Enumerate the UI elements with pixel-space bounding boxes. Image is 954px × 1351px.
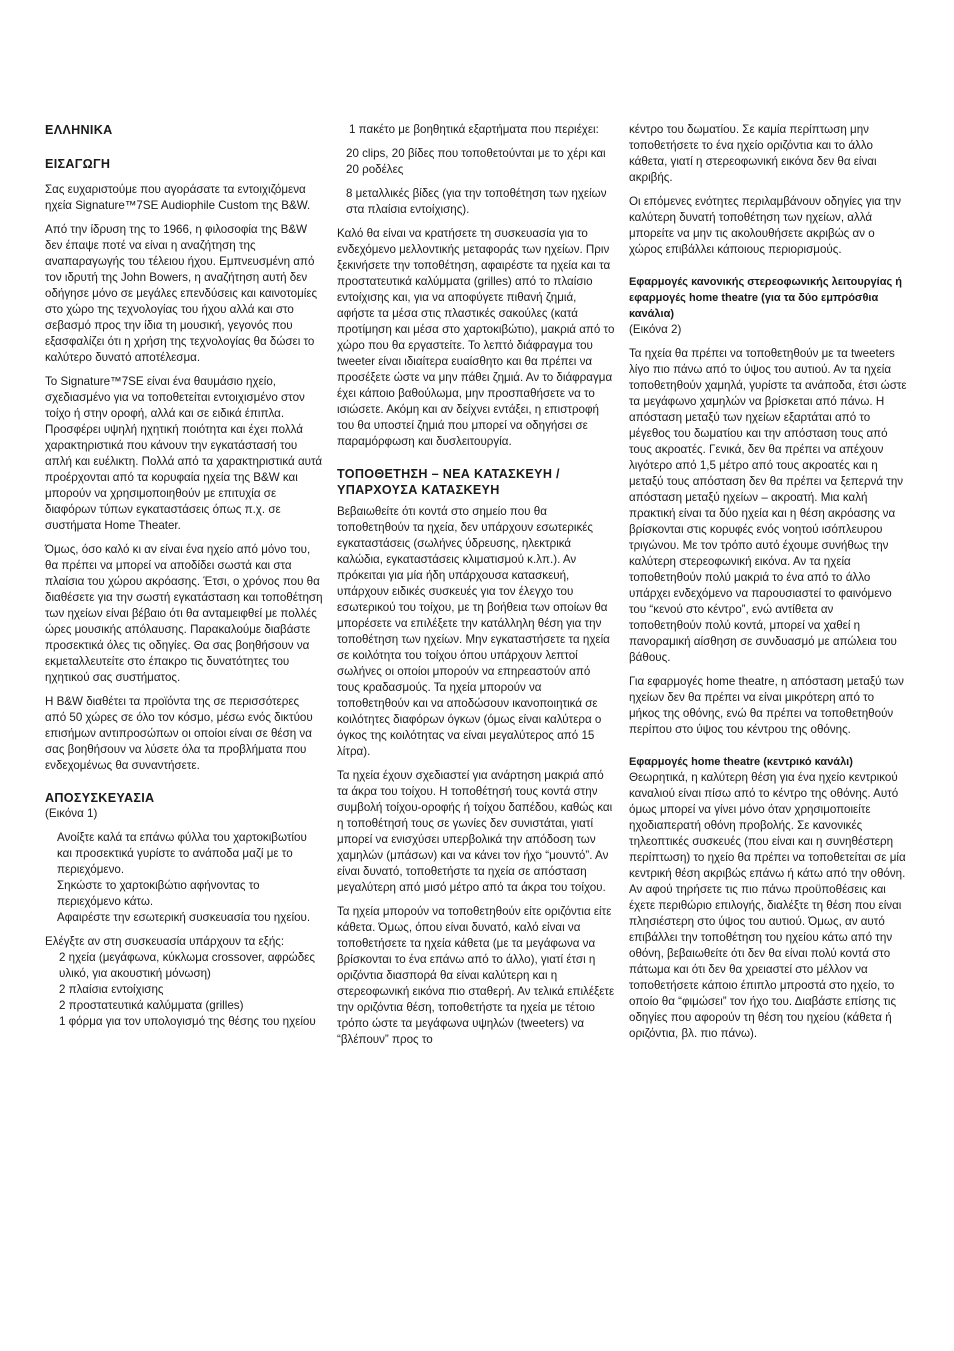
list-item: 1 φόρμα για τον υπολογισμό της θέσης του ηχείου <box>59 1015 316 1028</box>
column-1 <box>45 122 323 1030</box>
column-2 <box>337 122 615 1056</box>
list-subitem: 20 clips, 20 βίδες που τοποθετούνται με το χέρι και 20 ροδέλες <box>346 147 606 176</box>
unpacking-steps <box>45 830 323 926</box>
step-item: Αφαιρέστε την εσωτερική συσκευασία του ηχείου. <box>57 911 311 924</box>
list-item: 2 ηχεία (μεγάφωνα, κύκλωμα crossover, αφρώδες υλικό, για ακουστική μόνωση) <box>59 951 315 980</box>
list-item: 1 πακέτο με βοηθητικά εξαρτήματα που περιέχει: <box>349 123 599 136</box>
step-item: Σηκώστε το χαρτοκιβώτιο αφήνοντας το περιεχόμενο κάτω. <box>57 879 260 908</box>
intro-heading: ΕΙΣΑΓΩΓΗ <box>45 157 111 171</box>
intro-paragraph: Σας ευχαριστούμε που αγοράσατε τα εντοιχιζόμενα ηχεία Signature™7SE Audiophile Custom της B&W. <box>45 183 311 212</box>
unpacking-heading: ΑΠΟΣΥΣΚΕΥΑΣΙΑ <box>45 791 155 805</box>
intro-paragraph: Το Signature™7SE είναι ένα θαυμάσιο ηχείο, σχεδιασμένο για να τοποθετείται εντοιχισμένο στον τοίχο ή στην οροφή, αλλά και σε ειδικά έπιπλα. Προσφέρει υψηλή ηχητική ποιότητα και έχει πολλά χαρακτηριστικά που κάνουν την εγκατάστασή του απλή και ευέλικτη. Πολλά από τα χαρακτηριστικά αυτά προέρχονται από τα κορυφαία ηχεία της B&W και μπορούν να χρησιμοποιηθούν με επιτυχία σε διαφόρων τύπων εγκαταστάσεις όπως π.χ. σε συστήματα Home Theater. <box>45 375 323 532</box>
contents-intro: Ελέγξτε αν στη συσκευασία υπάρχουν τα εξής: <box>45 935 285 948</box>
list-subitem: 8 μεταλλικές βίδες (για την τοποθέτηση των ηχείων στα πλαίσια εντοίχισης). <box>346 187 607 216</box>
figure-reference: (Εικόνα 1) <box>45 807 98 820</box>
sections-paragraph: Οι επόμενες ενότητες περιλαμβάνουν οδηγίες για την καλύτερη δυνατή τοποθέτηση των ηχείων, αλλά μπορείτε να μην τις ακολουθήσετε ακριβώς αν ο χώρος επιβάλλει κάποιους περιορισμούς. <box>629 195 902 256</box>
placement-paragraph: Βεβαιωθείτε ότι κοντά στο σημείο που θα τοποθετηθούν τα ηχεία, δεν υπάρχουν εσωτερικές εγκαταστάσεις (σωλήνες ύδρευσης, ηλεκτρικά καλώδια, εγκαταστάσεις κλιματισμού κ.λπ.). Αν πρόκειται για μία ήδη υπάρχουσα κατασκευή, υπάρχουν ειδικές συσκευές για τον έλεγχο του εσωτερικού του τοίχου, με τη βοήθεια των οποίων θα μπορέσετε να επιλέξετε την κατάλληλη θέση για την τοποθέτηση των ηχείων. Μην εγκαταστήσετε τα ηχεία σε κοιλότητα του τοίχου όπου υπάρχουν λεπτοί σωλήνες οι οποίοι μπορούν να επηρεαστούν από τους κραδασμούς. Τα ηχεία μπορούν να τοποθετηθούν και να αποδώσουν ικανοποιητικά σε κοιλότητες διαφόρων όγκων (όμως είναι καλύτερα ο όγκος της κοιλότητας να είναι μεγαλύτερος από 15 λίτρα). <box>337 505 610 758</box>
center-channel-paragraph: Θεωρητικά, η καλύτερη θέση για ένα ηχείο κεντρικού καναλιού είναι πίσω από το κέντρο της οθόνης. Αυτό όμως μπορεί να γίνει μόνο όταν χρησιμοποιείτε ηχοδιαπερατή οθόνη προβολής. Σε κανονικές τηλεοπτικές συσκευές (που είναι και η συνηθέστερη περίπτωση) το ηχείο θα πρέπει να τοποθετείται σε μία κεντρική θέση ακριβώς επάνω ή κάτω από την οθόνη. Αν αφού τηρήσετε τις πιο πάνω προϋποθέσεις και έχετε περιθώριο επιλογής, διαλέξτε τη θέση που είναι πλησιέστερη στο ύψος του αυτιού. Όμως, αν αυτό επιβάλλει την τοποθέτηση του ηχείου κάτω από την οθόνη, βεβαιωθείτε ότι δεν θα είναι πολύ κοντά στο πάτωμα και ότι δεν θα χρειαστεί στο μέλλον να τοποθετήσετε κάποιο έπιπλο μπροστά στο ηχείο, το οποίο θα “φιμώσει” τον ήχο του. Διαβάστε επίσης τις οδηγίες που αφορούν τη θέση του ηχείου (κάθετα ή οριζόντια, βλ. πιο πάνω). <box>629 771 906 1040</box>
packaging-paragraph: Καλό θα είναι να κρατήσετε τη συσκευασία για το ενδεχόμενο μελλοντικής μεταφοράς των ηχείων. Πριν ξεκινήσετε την τοποθέτηση, αφαιρέστε τα ηχεία και τα προστατευτικά καλύμματα (grilles) από το πλαίσιο εντοίχισης και, για να αποφύγετε πιθανή ζημιά, αφήστε τα μέσα στις πλαστικές σακούλες (κατά προτίμηση και μέσα στο χαρτοκιβώτιο), μακριά από το χώρο που θα εργαστείτε. Το λεπτό διάφραγμα του tweeter είναι ιδιαίτερα ευαίσθητο και θα πρέπει να προσέξετε ώστε να μην πάθει ζημιά. Αν το διάφραγμα έχει κάποιο βαθούλωμα, μην προσπαθήσετε να το ισιώσετε. Ακόμη και αν δείχνει εντάξει, η επιστροφή του θα υποστεί ζημιά που μπορεί να οδηγήσει σε παραμόρφωση και δυσλειτουργία. <box>337 227 615 448</box>
placement-heading: ΤΟΠΟΘΕΤΗΣΗ – ΝΕΑ ΚΑΤΑΣΚΕΥΗ / ΥΠΑΡΧΟΥΣΑ ΚΑΤΑΣΚΕΥΗ <box>337 467 560 497</box>
stereo-paragraph: Τα ηχεία θα πρέπει να τοποθετηθούν με τα tweeters λίγο πιο πάνω από το ύψος του αυτιού. Αν τα ηχεία τοποθετηθούν χαμηλά, γυρίστε τα ανάποδα, έτσι ώστε τα μεγάφωνο χαμηλών να βρίσκεται από πάνω. Η απόσταση μεταξύ των ηχείων εξαρτάται από το μέγεθος του δωματίου και την απόσταση τους από τους ακροατές. Γενικά, δεν θα πρέπει να απέχουν λιγότερο από 1,5 μέτρο από τους ακροατές και η μεταξύ τους απόσταση δεν θα πρέπει να ξεπερνά την απόσταση μεταξύ ηχείων – ακροατή. Μια καλή πρακτική είναι τα δύο ηχεία και η θέση ακρόασης να βρίσκονται στις κορυφές ενός νοητού ισόπλευρου τριγώνου. Με τον τρόπο αυτό έχουμε συνήθως την καλύτερη στερεοφωνική εικόνα. Αν τα ηχεία τοποθετηθούν πολύ μακριά το ένα από το άλλο υπάρχει ενδεχόμενο να παρουσιαστεί το φαινόμενο του “κενού στο κέντρο”, ενώ αντίθετα αν τοποθετηθούν πολύ κοντά, μπορεί να χαθεί η πανοραμική αίσθηση σε συνδυασμό με απώλεια του βάθους. <box>629 347 907 664</box>
list-item: 2 προστατευτικά καλύμματα (grilles) <box>59 999 244 1012</box>
intro-paragraph: Η B&W διαθέτει τα προϊόντα της σε περισσότερες από 50 χώρες σε όλο τον κόσμο, μέσω ενός δικτύου επισήμων αντιπροσώπων οι οποίοι είναι σε θέση να σας βοηθήσουν να λύσετε όλα τα προβλήματα που ενδεχομένως θα συναντήσετε. <box>45 695 313 772</box>
center-channel-heading: Εφαρμογές home theatre (κεντρικό κανάλι) <box>629 756 853 768</box>
stereo-heading: Εφαρμογές κανονικής στερεοφωνικής λειτουργίας ή εφαρμογές home theatre (για τα δύο εμπρόσθια κανάλια) <box>629 276 902 320</box>
language-heading: ΕΛΛΗΝΙΚΑ <box>45 123 113 137</box>
list-item: 2 πλαίσια εντοίχισης <box>59 983 164 996</box>
continued-paragraph: κέντρο του δωματίου. Σε καμία περίπτωση μην τοποθετήσετε το ένα ηχείο οριζόντια και το άλλο κάθετα, γιατί η στερεοφωνική εικόνα δεν θα είναι ακριβής. <box>629 123 877 184</box>
step-item: Ανοίξτε καλά τα επάνω φύλλα του χαρτοκιβωτίου και προσεκτικά γυρίστε το ανάποδα μαζί με το περιεχόμενο. <box>57 831 307 876</box>
figure-reference: (Εικόνα 2) <box>629 323 682 336</box>
intro-paragraph: Από την ίδρυση της το 1966, η φιλοσοφία της B&W δεν έπαψε ποτέ να είναι η αναζήτηση της αναπαραγωγής του τέλειου ήχου. Εμπνευσμένη από τον ιδρυτή της John Bowers, η αναζήτηση αυτή δεν οδήγησε μόνο σε μεγάλες επενδύσεις και καινοτομίες στο χώρο της τεχνολογίας του ήχου αλλά και στο σεβασμό προς την ίδια τη μουσική, γεγονός που εξασφαλίζει ότι η χρήση της τεχνολογίας θα δώσει το καλύτερο δυνατό αποτέλεσμα. <box>45 223 318 364</box>
placement-paragraph: Τα ηχεία μπορούν να τοποθετηθούν είτε οριζόντια είτε κάθετα. Όμως, όπου είναι δυνατό, καλό είναι να τοποθετήσετε τα ηχεία κάθετα (με τα μεγάφωνα να βρίσκονται το ένα επάνω από το άλλο), γιατί έτσι η οριζόντια διασπορά θα είναι καλύτερη και η στερεοφωνική εικόνα πιο σταθερή. Αν τελικά επιλέξετε την οριζόντια θέση, τοποθετήστε τα ηχεία με τέτοιο τρόπο ώστε τα μεγάφωνα υψηλών (tweeters) να “βλέπουν” προς το <box>337 905 615 1046</box>
contents-list <box>45 950 323 1030</box>
stereo-paragraph: Για εφαρμογές home theatre, η απόσταση μεταξύ των ηχείων δεν θα πρέπει να είναι μικρότερη από το μήκος της οθόνης, ενώ θα πρέπει να τοποθετηθούν περίπου στο ύψος του κέντρου της οθόνης. <box>629 675 904 736</box>
column-3 <box>629 122 907 1050</box>
placement-paragraph: Τα ηχεία έχουν σχεδιαστεί για ανάρτηση μακριά από τα άκρα του τοίχου. Η τοποθέτησή τους κοντά στην συμβολή τοίχου-οροφής ή τοίχου δαπέδου, καθώς και η τοποθέτησή τους σε γωνίες δεν συνιστάται, γιατί μπορεί να ενισχύσει υπερβολικά την απόδοση των χαμηλών (μπάσων) και να κάνει τον ήχο “μουντό”. Αν είναι δυνατό, τοποθετήστε τα ηχεία σε απόσταση μεγαλύτερη από μισό μέτρο από τα άκρα του τοίχου. <box>337 769 613 894</box>
intro-paragraph: Όμως, όσο καλό κι αν είναι ένα ηχείο από μόνο του, θα πρέπει να μπορεί να αποδίδει σωστά και στα πλαίσια του χώρου ακρόασης. Έτσι, ο χρόνος που θα διαθέσετε για την σωστή εγκατάσταση και τοποθέτηση των ηχείων είναι βέβαιο ότι θα ανταμειφθεί με πολλές ώρες μουσικής απόλαυσης. Παρακαλούμε διαβάστε προσεκτικά όλες τις οδηγίες. Θα σας βοηθήσουν να εκμεταλλευτείτε στο έπακρο τις δυνατότητες του ηχητικού σας συστήματος. <box>45 543 323 684</box>
